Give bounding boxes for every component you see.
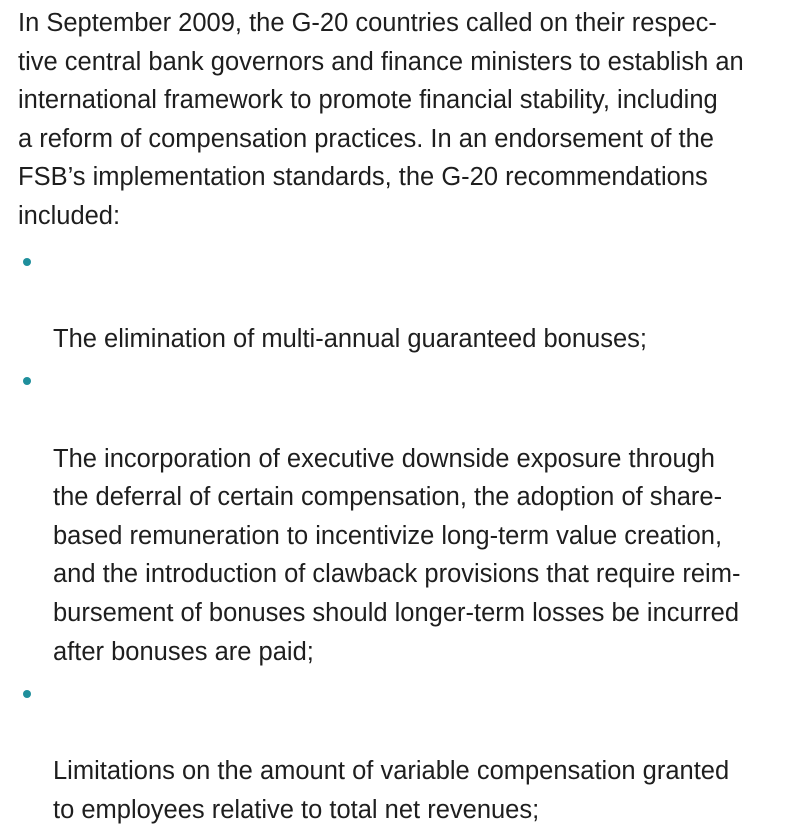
intro-paragraph: In September 2009, the G-20 countries called on their respec- tive central bank governors and finance ministers to establish an international framework to promote financial stability, including a reform of compensation practices. In an endorsement of the FSB’s implementation standards, the G-20 recommendations included: bbox=[18, 9, 744, 230]
recommendations-list bbox=[18, 243, 786, 830]
document-page bbox=[18, 4, 786, 833]
bullet-icon bbox=[23, 690, 31, 698]
list-item-text: The incorporation of executive downside exposure through the deferral of certain compensation, the adoption of share- based remuneration to incentivize long-term value creation, and the introduction of clawback provisions that require reim- bursement of bonuses should longer-term losses be incurred after bonuses are paid; bbox=[53, 444, 741, 666]
list-item-text: Limitations on the amount of variable compensation granted to employees relative to total net revenues; bbox=[53, 757, 730, 824]
bullet-icon bbox=[23, 377, 31, 385]
bullet-icon bbox=[23, 258, 31, 266]
list-item bbox=[18, 675, 786, 829]
list-item-text: The elimination of multi-annual guaranteed bonuses; bbox=[53, 324, 647, 353]
list-item bbox=[18, 243, 786, 359]
